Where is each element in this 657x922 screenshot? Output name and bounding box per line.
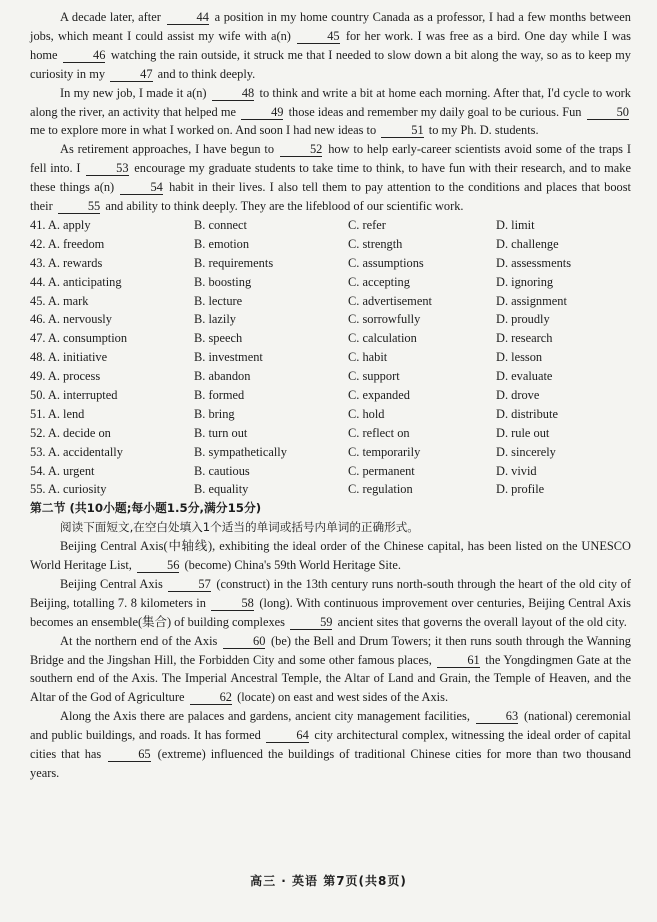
option-b: B. speech: [194, 331, 243, 346]
section-2-heading: 第二节 (共10小题;每小题1.5分,满分15分): [30, 501, 262, 516]
text: me to explore more in what I worked on. And soon I had new ideas to: [30, 123, 377, 138]
option-row: [30, 367, 631, 386]
blank-64: 64: [266, 729, 308, 743]
option-a: 49. A. process: [30, 369, 101, 384]
text: Along the Axis there are palaces and gardens, ancient city management facilities,: [60, 709, 470, 724]
option-a: 43. A. rewards: [30, 255, 103, 270]
text: (locate) on east and west sides of the Axis.: [237, 690, 449, 705]
option-d: D. sincerely: [496, 444, 556, 459]
blank-51: 51: [381, 124, 423, 138]
blank-53: 53: [86, 162, 128, 176]
option-c: C. hold: [348, 406, 385, 421]
option-b: B. connect: [194, 217, 247, 232]
text: At the northern end of the Axis: [60, 633, 218, 648]
option-a: 55. A. curiosity: [30, 482, 107, 497]
text: a position in my home country Canada as a professor, I had a few months between jobs, which meant I could assist my wife with a(n): [30, 10, 631, 43]
text: (become) China's 59th World Heritage Site.: [184, 558, 401, 573]
blank-44: 44: [167, 11, 209, 25]
option-d: D. profile: [496, 482, 545, 497]
page-footer: 高三 · 英语 第7页(共8页): [250, 874, 407, 888]
option-d: D. challenge: [496, 236, 559, 251]
text: to think and write a bit at home each morning. After that, I'd cycle to work along the river, an activity that helped me: [30, 85, 631, 119]
blank-46: 46: [63, 49, 105, 63]
options-list: [30, 216, 631, 499]
blank-65: 65: [108, 748, 150, 762]
option-c: C. habit: [348, 350, 388, 365]
passage2-paragraph-4: [30, 707, 631, 783]
text: In my new job, I made it a(n): [60, 85, 207, 100]
option-a: 44. A. anticipating: [30, 274, 122, 289]
text: (extreme) influenced the buildings of traditional Chinese cities for more than two thousand years.: [30, 747, 631, 781]
blank-59: 59: [290, 616, 332, 630]
option-a: 51. A. lend: [30, 406, 85, 421]
option-b: B. sympathetically: [194, 444, 287, 459]
option-row: [30, 424, 631, 443]
option-d: D. rule out: [496, 425, 550, 440]
text: and ability to think deeply. They are the lifeblood of our scientific work.: [105, 199, 464, 214]
blank-62: 62: [190, 691, 232, 705]
option-b: B. requirements: [194, 255, 274, 270]
option-d: D. assessments: [496, 255, 572, 270]
text: watching the rain outside, it struck me that I needed to slow down a bit along the way, so as to keep my curiosity in my: [30, 47, 631, 81]
option-c: C. temporarily: [348, 444, 421, 459]
text: how to help early-career scientists avoid some of the traps I fell into. I: [30, 142, 631, 176]
option-a: 53. A. accidentally: [30, 444, 123, 459]
option-c: C. assumptions: [348, 255, 424, 270]
option-a: 42. A. freedom: [30, 236, 105, 251]
text: (construct) in the 13th century runs north-south through the heart of the old city of Beijing, totalling 7. 8 kilometers in: [30, 576, 632, 610]
option-a: 50. A. interrupted: [30, 387, 118, 402]
text: As retirement approaches, I have begun to: [60, 142, 275, 157]
text: Beijing Central Axis(中轴线), exhibiting the ideal order of the Chinese capital, has been listed on the UNESCO World Heritage List,: [30, 539, 631, 573]
option-row: [30, 462, 631, 481]
option-d: D. vivid: [496, 463, 537, 478]
blank-48: 48: [212, 87, 254, 101]
text: the Yongdingmen Gate at the southern end of the Axis. The Imperial Ancestral Temple, the Altar of Land and Grain, the Temple of Heaven, and the Altar of the God of Agriculture: [30, 652, 631, 705]
option-b: B. equality: [194, 482, 249, 497]
option-c: C. reflect on: [348, 425, 410, 440]
blank-52: 52: [280, 143, 322, 157]
text: encourage my graduate students to take time to think, to have fun with their research, and to make these things a(n): [30, 161, 631, 195]
option-b: B. turn out: [194, 425, 248, 440]
text: those ideas and remember my daily goal to be curious. Fun: [288, 104, 582, 119]
option-a: 47. A. consumption: [30, 331, 128, 346]
blank-55: 55: [58, 200, 100, 214]
option-row: [30, 254, 631, 273]
text: (long). With continuous improvement over centuries, Beijing Central Axis becomes an ensemble(集合) of building complexes: [30, 595, 631, 629]
option-c: C. expanded: [348, 387, 410, 402]
blank-45: 45: [297, 30, 339, 44]
option-row: [30, 329, 631, 348]
option-d: D. lesson: [496, 350, 543, 365]
text: ancient sites that governs the overall layout of the old city.: [337, 614, 627, 629]
passage1-paragraph-3: [30, 140, 631, 216]
blank-60: 60: [223, 635, 265, 649]
option-d: D. assignment: [496, 293, 567, 308]
option-a: 41. A. apply: [30, 217, 91, 232]
blank-50: 50: [587, 106, 629, 120]
blank-47: 47: [110, 68, 152, 82]
option-b: B. abandon: [194, 369, 251, 384]
option-d: D. distribute: [496, 406, 558, 421]
text: habit in their lives. I also tell them to pay attention to the conditions and places that boost their: [30, 180, 631, 214]
option-c: C. calculation: [348, 331, 417, 346]
option-row: [30, 292, 631, 311]
option-row: [30, 348, 631, 367]
option-c: C. regulation: [348, 482, 413, 497]
passage2-paragraph-3: [30, 632, 631, 708]
text: and to think deeply.: [157, 66, 256, 81]
text: city architectural complex, witnessing the ideal order of capital cities that has: [30, 728, 631, 762]
option-c: C. sorrowfully: [348, 312, 421, 327]
option-a: 46. A. nervously: [30, 312, 112, 327]
option-c: C. accepting: [348, 274, 410, 289]
option-c: C. strength: [348, 236, 403, 251]
option-b: B. lecture: [194, 293, 243, 308]
blank-61: 61: [437, 654, 479, 668]
option-row: [30, 386, 631, 405]
option-d: D. limit: [496, 217, 535, 232]
blank-57: 57: [168, 578, 210, 592]
option-b: B. investment: [194, 350, 263, 365]
option-d: D. evaluate: [496, 369, 553, 384]
option-c: C. support: [348, 369, 400, 384]
option-row: [30, 443, 631, 462]
text: to my Ph. D. students.: [428, 123, 539, 138]
option-row: [30, 405, 631, 424]
blank-54: 54: [120, 181, 162, 195]
option-a: 48. A. initiative: [30, 350, 108, 365]
text: (national) ceremonial and public buildings, and roads. It has formed: [30, 709, 631, 743]
passage1-paragraph-2: [30, 84, 631, 141]
passage1-paragraph-1: [30, 8, 631, 84]
passage2-paragraph-1: [30, 537, 631, 575]
text: A decade later, after: [60, 10, 161, 24]
option-c: C. advertisement: [348, 293, 432, 308]
option-d: D. drove: [496, 387, 540, 402]
text: Beijing Central Axis: [60, 576, 163, 591]
text: (be) the Bell and Drum Towers; it then runs south through the Wanning Bridge and the Jingshan Hill, the Forbidden City and some other famous places,: [30, 633, 631, 667]
option-a: 45. A. mark: [30, 293, 89, 308]
blank-49: 49: [241, 106, 283, 120]
option-a: 52. A. decide on: [30, 425, 111, 440]
option-d: D. proudly: [496, 312, 550, 327]
option-b: B. bring: [194, 406, 235, 421]
option-row: [30, 273, 631, 292]
blank-56: 56: [137, 559, 179, 573]
text: for her work. I was free as a bird. One day while I was home: [30, 28, 631, 62]
option-b: B. formed: [194, 387, 245, 402]
option-b: B. lazily: [194, 312, 236, 327]
option-d: D. ignoring: [496, 274, 554, 289]
option-b: B. boosting: [194, 274, 252, 289]
blank-63: 63: [476, 710, 518, 724]
option-row: [30, 480, 631, 499]
option-c: C. refer: [348, 217, 386, 232]
option-b: B. cautious: [194, 463, 250, 478]
option-row: [30, 310, 631, 329]
option-a: 54. A. urgent: [30, 463, 95, 478]
blank-58: 58: [211, 597, 253, 611]
section-2-instruction: 阅读下面短文,在空白处填入1个适当的单词或括号内单词的正确形式。: [60, 520, 419, 535]
option-c: C. permanent: [348, 463, 415, 478]
option-b: B. emotion: [194, 236, 250, 251]
option-row: [30, 235, 631, 254]
option-d: D. research: [496, 331, 553, 346]
passage2-paragraph-2: [30, 575, 631, 632]
option-row: [30, 216, 631, 235]
